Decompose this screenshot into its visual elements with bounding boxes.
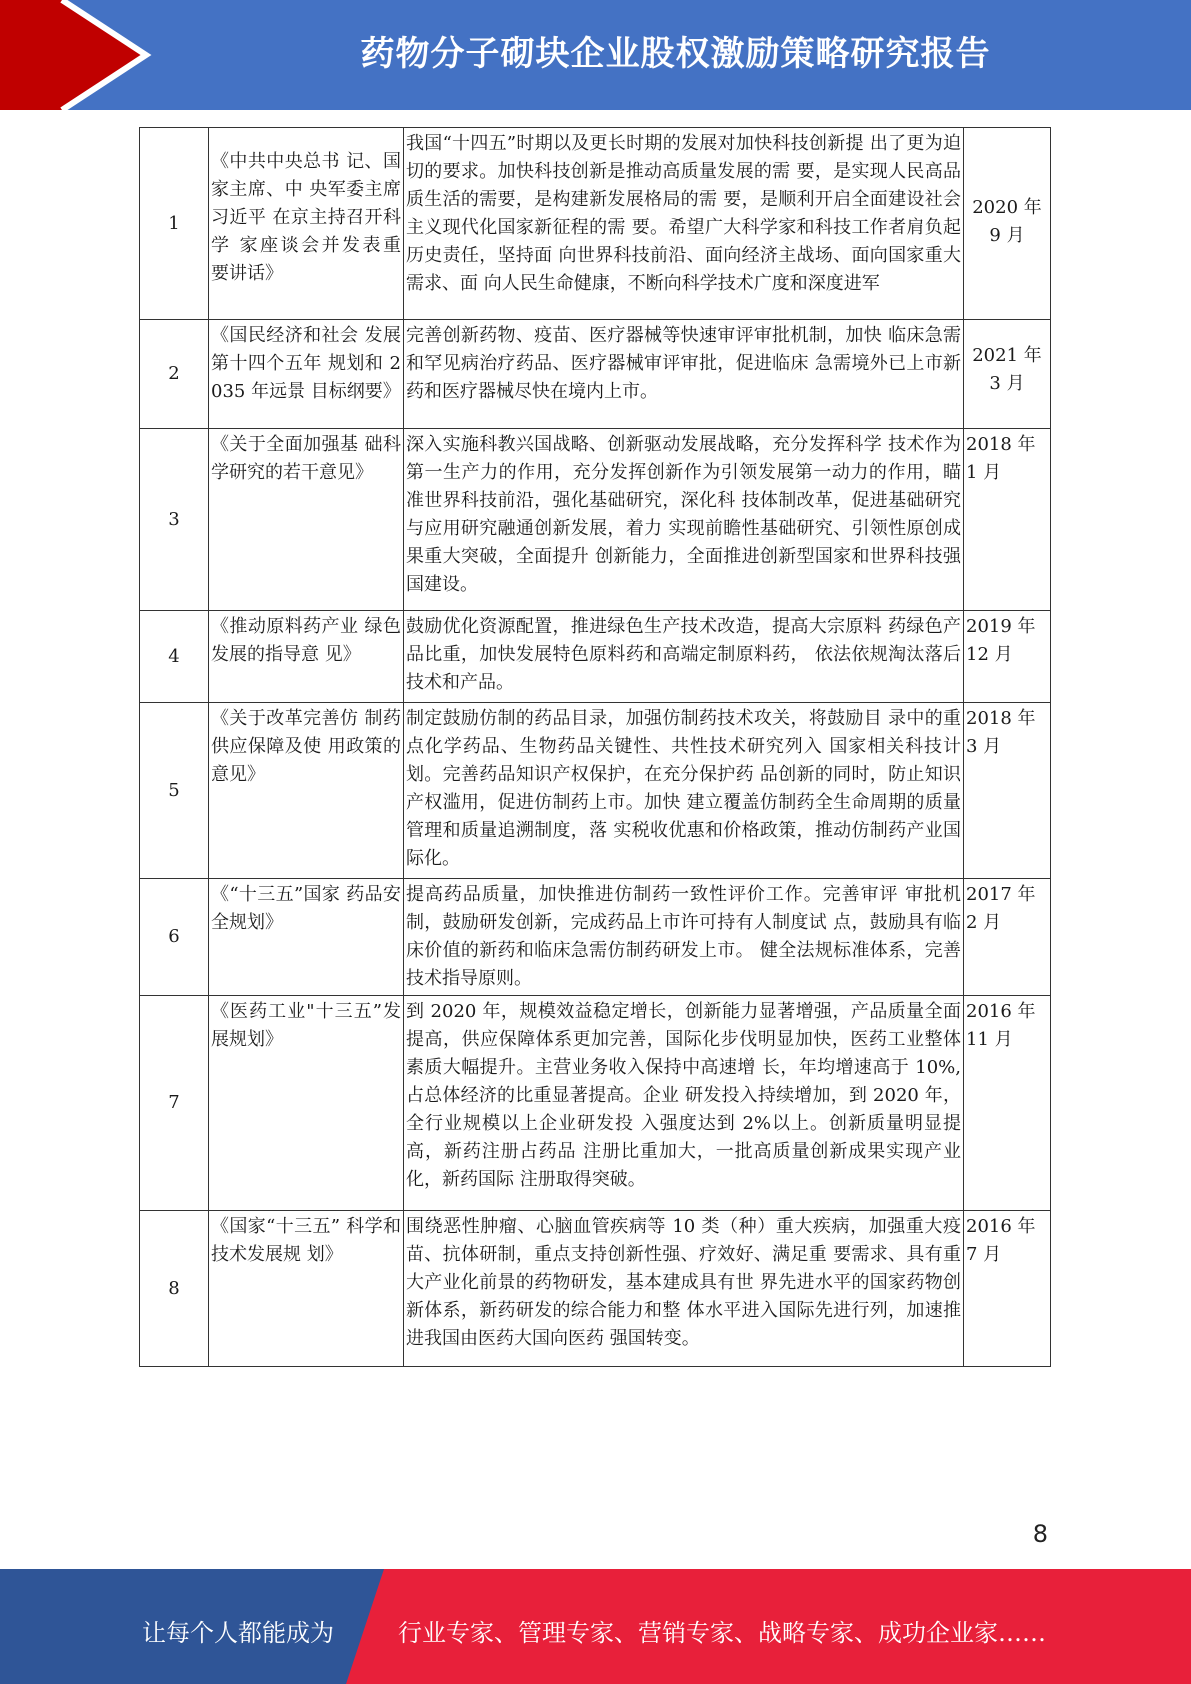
policy-content: 我国“十四五”时期以及更长时期的发展对加快科技创新提 出了更为迫切的要求。加快科技创新是推动高质量发展的需 要，是实现人民高品质生活的需要，是构建新发展格局的需 要，是顺利开启全面建设社会主义现代化国家新征程的需 要。希望广大科学家和科技工作者肩负起历史责任，坚持面 向世界科技前沿、面向经济主战场、面向国家重大需求、面 向人民生命健康，不断向科学技术广度和深度进军 [404,128,964,320]
table-row [140,1211,1051,1367]
policy-name: 《国家“十三五” 科学和技术发展规 划》 [209,1211,404,1367]
table-row [140,996,1051,1211]
policy-date: 2018 年 1 月 [964,429,1051,611]
footer-band [0,1569,1191,1684]
footer-slogan-right: 行业专家、管理专家、营销专家、战略专家、成功企业家…… [398,1619,1046,1647]
row-number: 3 [140,429,209,611]
policy-date: 2016 年 11 月 [964,996,1051,1211]
policy-name: 《中共中央总书 记、国家主席、中 央军委主席习近平 在京主持召开科学 家座谈会并发表重 要讲话》 [209,128,404,320]
policy-name: 《国民经济和社会 发展第十四个五年 规划和 2035 年远景 目标纲要》 [209,320,404,429]
row-number: 6 [140,879,209,996]
policy-content: 围绕恶性肿瘤、心脑血管疾病等 10 类（种）重大疾病，加强重大疫苗、抗体研制，重点支持创新性强、疗效好、满足重 要需求、具有重大产业化前景的药物研发，基本建成具有世 界先进水平的国家药物创新体系，新药研发的综合能力和整 体水平进入国际先进行列，加速推进我国由医药大国向医药 强国转变。 [404,1211,964,1367]
policy-date: 2016 年 7 月 [964,1211,1051,1367]
policy-content: 完善创新药物、疫苗、医疗器械等快速审评审批机制，加快 临床急需和罕见病治疗药品、医疗器械审评审批，促进临床 急需境外已上市新药和医疗器械尽快在境内上市。 [404,320,964,429]
footer-slogan-left: 让每个人都能成为 [142,1619,334,1647]
policy-date: 2020 年 9 月 [964,128,1051,320]
policy-name: 《推动原料药产业 绿色发展的指导意 见》 [209,611,404,703]
policy-content: 制定鼓励仿制的药品目录，加强仿制药技术攻关，将鼓励目 录中的重点化学药品、生物药品关键性、共性技术研究列入 国家相关科技计划。完善药品知识产权保护，在充分保护药 品创新的同时，防止知识产权滥用，促进仿制药上市。加快 建立覆盖仿制药全生命周期的质量管理和质量追溯制度，落 实税收优惠和价格政策，推动仿制药产业国际化。 [404,703,964,879]
table-row [140,879,1051,996]
row-number: 5 [140,703,209,879]
table-row [140,611,1051,703]
policy-date: 2018 年 3 月 [964,703,1051,879]
row-number: 8 [140,1211,209,1367]
policy-content: 深入实施科教兴国战略、创新驱动发展战略，充分发挥科学 技术作为第一生产力的作用，充分发挥创新作为引领发展第一动力的作用，瞄准世界科技前沿，强化基础研究，深化科 技体制改革，促进基础研究与应用研究融通创新发展，着力 实现前瞻性基础研究、引领性原创成果重大突破，全面提升 创新能力，全面推进创新型国家和世界科技强国建设。 [404,429,964,611]
policy-content: 鼓励优化资源配置，推进绿色生产技术改造，提高大宗原料 药绿色产品比重，加快发展特色原料药和高端定制原料药， 依法依规淘汰落后技术和产品。 [404,611,964,703]
row-number: 1 [140,128,209,320]
header-band [0,0,1191,110]
table-row [140,320,1051,429]
policy-content: 到 2020 年，规模效益稳定增长，创新能力显著增强，产品质量全面提高，供应保障体系更加完善，国际化步伐明显加快，医药工业整体素质大幅提升。主营业务收入保持中高速增 长，年均增速高于 10%, 占总体经济的比重显著提高。企业 研发投入持续增加，到 2020 年，全行业规模以上企业研发投 入强度达到 2%以上。创新质量明显提高，新药注册占药品 注册比重加大，一批高质量创新成果实现产业化，新药国际 注册取得突破。 [404,996,964,1211]
table-row [140,128,1051,320]
page-number: 8 [1032,1520,1048,1548]
policy-date: 2021 年 3 月 [964,320,1051,429]
policy-date: 2019 年 12 月 [964,611,1051,703]
row-number: 4 [140,611,209,703]
table-row [140,429,1051,611]
policy-table [139,127,1051,1367]
policy-date: 2017 年 2 月 [964,879,1051,996]
row-number: 7 [140,996,209,1211]
header-arrow-icon [0,0,160,110]
table-row [140,703,1051,879]
row-number: 2 [140,320,209,429]
policy-name: 《“十三五”国家 药品安全规划》 [209,879,404,996]
policy-name: 《关于全面加强基 础科学研究的若干意见》 [209,429,404,611]
policy-content: 提高药品质量，加快推进仿制药一致性评价工作。完善审评 审批机制，鼓励研发创新，完成药品上市许可持有人制度试 点，鼓励具有临床价值的新药和临床急需仿制药研发上市。 健全法规标准体系，完善技术指导原则。 [404,879,964,996]
report-title: 药物分子砌块企业股权激励策略研究报告 [360,34,991,74]
policy-name: 《医药工业"十三五”发展规划》 [209,996,404,1211]
policy-name: 《关于改革完善仿 制药供应保障及使 用政策的意见》 [209,703,404,879]
